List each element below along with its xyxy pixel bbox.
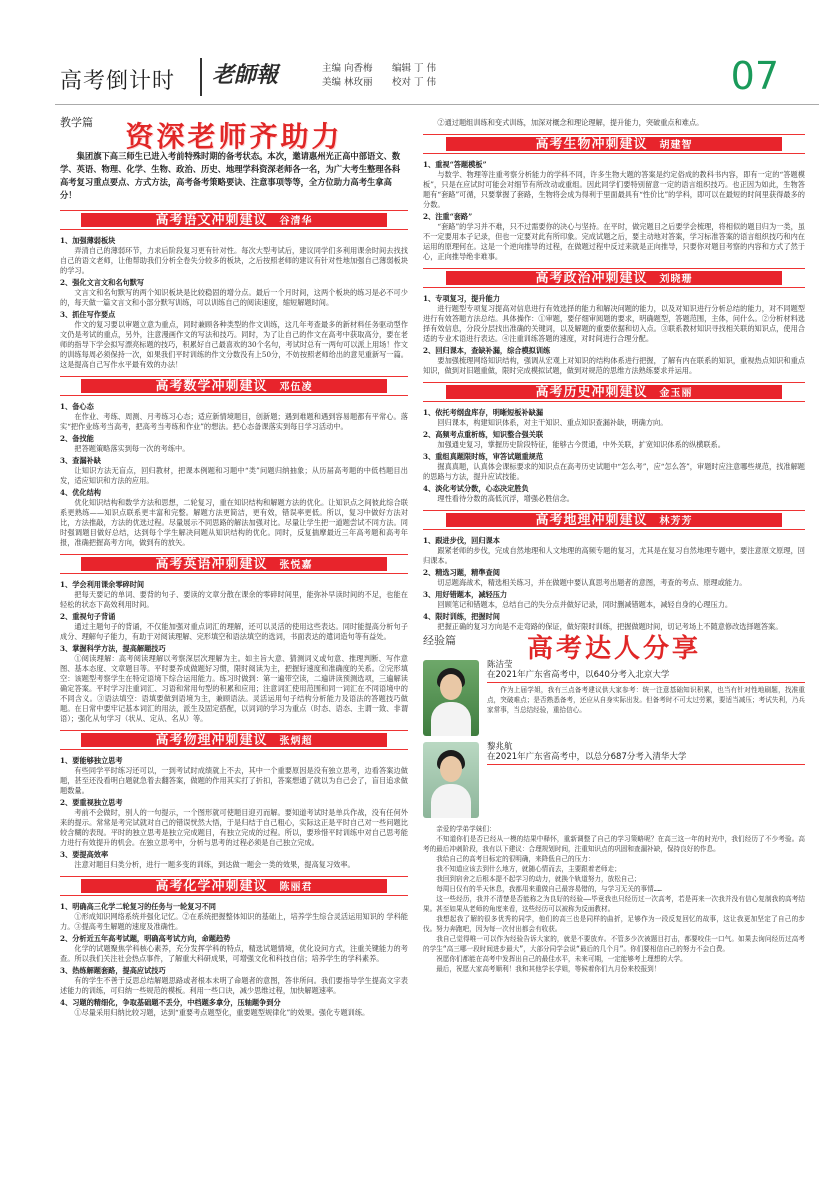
item-heading: 1、加强薄弱板块 (60, 236, 116, 245)
item-text: 作文的复习要以审题立意为重点，同时兼顾各种类型的作文训练，这几年考查最多的新材料任务驱动型作文仍是考试的重点，另外，注意漫画作文的写法和技巧。同时，为了让自己的作文在高考中获取高分，要在老师的指导下学会拟写漂亮标题的技巧，积累好自己最喜欢的30个名句，考试时总有一两句可以派上用场！作文的训练每周必须保持一次，如果我们平时训练的作文分数没有上50分，不妨按照老师给出的意见重新写一篇。这是提高自己写作水平最有效的办法！ (60, 320, 408, 369)
section-title: 高考历史冲刺建议 (535, 385, 648, 400)
section-banner (423, 510, 805, 530)
item-text: 让知识方法无盲点，回归教材，把课本例题和习题中“类”问题归纳抽象；从历届高考题的中低档题目出发，适应知识和方法的应用。 (60, 466, 408, 485)
section-title: 高考地理冲刺建议 (535, 513, 648, 528)
photo-face (440, 674, 462, 700)
person-info (487, 742, 805, 818)
item-heading: 1、明确高三化学二轮复习的任务与一轮复习不同 (60, 902, 216, 911)
section-author: 胡建智 (659, 140, 693, 151)
letter-paragraph: 每周日仅有的半天休息，我都用来重做自己最容易错的，与学习无关的事情…… (436, 885, 662, 893)
section-label-teaching: 教学篇 (60, 116, 93, 129)
experience-banner: 高考达人分享 (526, 634, 701, 664)
item-text: 考前不会做时，别人的一句提示，一个图形就可使题目迎刃而解。要知道考试时是单兵作战，没有任何外来的提示。常常是考完试就对自己的错误恍然大悟，于是归结于自己粗心，实际这正是平时自己对一些问题比较含糊的表现。平时的独立思考是独立完成题目，有独立完成的过程。所以，要珍惜平时训练中对自己思考能力进行有效提升的机会。在独立思考中，分析与思考的过程必须是自己独立完成。 (60, 808, 408, 847)
item-text: 弄清自己的薄弱环节，力求后阶段复习更有针对性。每次大型考试后，建议同学们多利用课余时间去找找自己的语文老师，让他帮助我们分析全卷失分较多的板块，之后按照老师的建议有针对性地加强自己薄弱板块的学习。 (60, 246, 408, 275)
teachers-banner: 资深老师齐助力 (125, 120, 343, 153)
section-banner-inner (81, 557, 387, 571)
person-letter (487, 685, 805, 715)
section-author: 张悦嘉 (279, 560, 313, 571)
item-text: 通过主题句子的背诵，不仅能加强对重点词汇的理解，还可以灵活的使用这些表达。同时能提高分析句子成分、理解句子能力，有助于对阅读理解、完形填空和语法填空的选词，书面表达的遣词造句等有益处。 (60, 622, 408, 641)
item-heading: 4、习题的精细化，争取基础题不丢分，中档题多拿分，压轴题争到分 (60, 998, 281, 1007)
section-banner-inner (81, 879, 387, 893)
section-banner (423, 134, 805, 154)
photo-body (431, 702, 471, 736)
section-title: 高考数学冲刺建议 (155, 379, 268, 394)
person-letter (423, 824, 805, 974)
section-banner (60, 730, 408, 750)
item-text: 有些同学平时练习还可以，一到考试时成绩就上不去，其中一个重要原因是没有独立思考，边看答案边做题，甚至还没看明白题就急着去翻答案，做题的作用其实打了折扣，答案想通了就以为自己会了，盲目追求做题数量。 (60, 766, 408, 795)
item-text: ①形成知识网络系统并强化记忆。②在系统把握整体知识的基础上，培养学生综合灵活运用知识的 学科能力。③提高考生解题的速度及准确性。 (60, 912, 408, 931)
item-heading: 2、重视句子背诵 (60, 612, 116, 621)
item-heading: 4、优化结构 (60, 488, 101, 497)
item-heading: 3、查漏补缺 (60, 456, 101, 465)
newspaper-logo: 老師報 (200, 58, 310, 96)
item-text: 文言文和名句默写的两个知识板块是比较稳固的增分点。最后一个月时间，这两个板块的练习是必不可少的，每天做一篇文言文和小部分默写训练，可以训练自己的阅读速度，缩短解题时间。 (60, 288, 408, 307)
item-heading: 2、分析近五年高考试题，明确高考试方向，命题趋势 (60, 934, 231, 943)
section-banner-inner (81, 379, 387, 393)
letter-paragraph: 我回到宿舍之后根本提不起学习的动力，就换个轨道努力，放松自己； (436, 875, 641, 883)
page-header (60, 54, 809, 102)
item-heading: 2、精选习题，精準查阅 (423, 568, 500, 577)
person-score: 在2021年广东省高考中，以640分考入北京大学 (487, 670, 805, 683)
letter-paragraph: 最后，祝愿大家高考顺利！我和其他学长学姐，等候着你们九月份来校报到！ (436, 965, 661, 973)
person-info (487, 660, 805, 736)
item-text: 把握正确的复习方向是不走弯路的保证，做好限时训练，把握做题时间，切记考场上不随意修改选择题答案。 (437, 622, 783, 631)
section-title: 高考物理冲刺建议 (155, 733, 268, 748)
letter-paragraph: 祝愿你们都能在高考中发挥出自己的最佳水平，未来可期，一定能够考上理想的大学。 (436, 955, 687, 963)
section-banner-inner (446, 271, 782, 285)
page-number: 07 (730, 54, 779, 98)
item-heading: 2、备找能 (60, 434, 94, 443)
right-column (423, 118, 805, 974)
item-heading: 2、要重视独立思考 (60, 798, 123, 807)
letter-paragraph: 我想起我了解的很多优秀的同学，他们的高三也是同样的曲折，足够作为一段反复回忆的故事，这让我更加坚定了自己的步伐。努力奔跑吧，因为每一次付出都会有收获。 (423, 915, 805, 933)
letter-paragraph: 我自己觉得唯一可以作为经验告诉大家的，就是不要放弃。不管多少次被题目打击，都要咬住一口气。如果去询问经历过高考的学生“高三哪一段时间进步最大”，大部分同学会说“最后的几个月”。你们要相信自己的努力不会白费。 (423, 935, 805, 953)
item-heading: 3、用好错题本，减轻压力 (423, 590, 508, 599)
section-banner-inner (446, 137, 782, 151)
item-heading: 4、限时训练，把握时间 (423, 612, 500, 621)
section-title: 高考化学冲刺建议 (155, 879, 268, 894)
item-heading: 1、跟进步伐，回归课本 (423, 536, 500, 545)
section-banner (423, 268, 805, 288)
item-heading: 1、专项复习，提升能力 (423, 294, 500, 303)
item-text: 有的学生不善于反思总结解题思路或者根本未明了命题者的意图，答非所问。我们要指导学生提高文字表述能力的训练，可归纳一些规范的模板。利用一些口诀，减少思维过程，加快解题速率。 (60, 976, 408, 995)
section-banner-inner (446, 385, 782, 399)
column-title: 高考倒计时 (60, 69, 176, 94)
item-text: 理性看待分数的高低沉浮，增强必胜信念。 (437, 494, 574, 503)
section-banner (423, 382, 805, 402)
item-heading: 3、抓住写作要点 (60, 310, 116, 319)
item-text: 进行题型专项复习提高对信息进行有效选择的能力和解决问题的能力，以及对知识进行分析总结的能力，对不同题型进行有效答题方法总结。具体操作：①审题，要仔细审阅题的要求，明确题型，答题范围，主体，问什么。②分析材料选择有效信息，分段分层找出准确的关键词，以及解题的重要依据和切入点。③联系教材知识寻找相关联的知识点，使用合适的专业术语进行表达。④注重训练答题的速度，对时间进行合理分配。 (423, 304, 805, 343)
section-author: 林芳芳 (659, 516, 693, 527)
item-text: 优化知识结构和数学方法和思想，二轮复习，重在知识结构和解题方法的优化。让知识点之间彼此综合联系更熟练——知识点联系更丰富和完整。解题方法更简洁，更有效，错误率更低。所以，复习中做好方法对比，方法推敲，方法的优选过程。尽量展示不同思路的解法加强对比。尽量让学生把一道题尝试不同方法。同时强调题目做好总结，达到每个学生解决问题从知识结构的优化。同时，反复揣摩最近三年高考题和高考年报，准确把握高考方向，做到有的放矢。 (60, 498, 408, 547)
person-score: 在2021年广东省高考中，以总分687分考入清华大学 (487, 752, 805, 765)
letter-paragraph: 作为上届学姐，我有三点备考建议供大家参考：统一注意基础知识积累，也当有针对性地刷题，找准重点，突破难点；是否熟悉备考，还应从自身实际出发。但备考时不可太过劳累，要适当减压；考试失利，乃兵家常事，当总结经验，重拾信心。 (487, 686, 805, 714)
left-column (60, 118, 408, 1018)
right-sections (423, 134, 805, 632)
staff-credits (322, 62, 462, 90)
item-text: 化学的试题聚焦学科核心素养，充分发挥学科的特点，精选试题情境，优化设问方式，注重关键能力的考查。所以我们关注社会热点事件，了解重大科研成果，可增强文化和科技自信；培养学生的学科素养。 (60, 944, 408, 963)
item-heading: 1、依托考纲盘库存，明晰短板补缺漏 (423, 408, 544, 417)
item-heading: 1、重视“答题模板” (423, 160, 487, 169)
section-banner (60, 376, 408, 396)
item-text: 注意对题目归类分析，进行一题多变的训练，到达做一题会一类的效果，提高复习效率。 (74, 860, 355, 869)
item-heading: 2、强化文言文和名句默写 (60, 278, 145, 287)
item-text: 把每天要记的单词、要背的句子、要读的文章分散在课余的零碎时间里，能弥补早读时间的不足，也能在轻松的状态下高效利用时间。 (60, 590, 408, 609)
continued-text: ②通过题组训练和变式训练，加深对概念和理论理解，提升能力，突破重点和难点。 (437, 118, 704, 127)
person-photo (423, 742, 479, 818)
person-photo (423, 660, 479, 736)
letter-paragraph: 亲爱的学弟学妹们： (436, 825, 496, 833)
item-heading: 3、掌握科学方法，提高解题技巧 (60, 644, 166, 653)
item-text: 回顾笔记和错题本，总结自己的失分点并做好记录，同时删减错题本，减轻自身的心理压力。 (437, 600, 733, 609)
section-author: 刘晓珊 (659, 274, 693, 285)
art-editor: 美编 林玫丽 (322, 77, 373, 88)
letter-paragraph: 不知道你们是否已经从一模的结果中释怀，重新调整了自己的学习策略呢？在高三这一年的时光中，我们经历了不少考验。高考的最后冲刺阶段，我有以下建议：合理规划时间，注重知识点的巩固和查漏补缺，保持良好的作息。 (423, 835, 805, 853)
item-heading: 4、淡化考试分数，心态决定胜负 (423, 484, 529, 493)
item-text: “套路”的学习并不难，只不过需要你的决心与坚持。在平时，做完题目之后要学会梳理，将相似的题目归为一类，虽不一定要用本子记录，但也一定要对此有所印象。完成试题之后，要主动地对答案，学习标准答案的语言组织技巧和内在运用的原理何在。这是一个逆向推导的过程，在做题过程中反过来就是正向推导，只要你对题目考察的内容和方式了然于心，正向推导绝非难事。 (423, 222, 805, 261)
header-divider (55, 104, 819, 105)
item-heading: 1、学会利用课余零碎时间 (60, 580, 145, 589)
item-text: 把答题策略落实到每一次的考练中。 (74, 444, 190, 453)
section-author: 谷清华 (279, 216, 313, 227)
person-card (423, 742, 805, 818)
item-heading: 3、要提高效率 (60, 850, 109, 859)
item-text: ①尽量采用归纳比较习题，达到“重要考点题型化，重要题型规律化”的效果。强化专题训练。 (74, 1008, 370, 1017)
item-heading: 1、要能够独立思考 (60, 756, 123, 765)
photo-face (440, 756, 462, 782)
section-author: 张炳超 (279, 736, 313, 747)
item-text: 切忌题海战术，精选相关练习，并在做题中要认真思考出题者的意图，考查的考点、原理或能力。 (437, 578, 747, 587)
section-banner-inner (81, 733, 387, 747)
section-author: 陈丽君 (279, 882, 313, 893)
item-heading: 2、回归课本，查缺补漏，综合模拟训练 (423, 346, 551, 355)
section-label-experience: 经验篇 (423, 634, 456, 647)
item-text: 加强通史复习，掌握历史阶段特征，能够古今贯通，中外关联，扩宽知识体系的纵横联系。 (437, 440, 725, 449)
item-text: 与数学、物理等注重考察分析能力的学科不同，许多生物大题的答案是约定俗成的教科书内容，即有一定的“答题模板”，只是在应试时可能会对细节有所改动或重组。因此同学们要特别留意一定的语言组织技巧。也正因为如此，生物答题有“套路”可循，只要掌握了套路，生物将会成为得利于里面最具有“性价比”的学科，即可以在最短的时间里获得最多的分数。 (423, 170, 805, 209)
section-title: 高考生物冲刺建议 (535, 137, 648, 152)
left-sections (60, 210, 408, 1018)
item-heading: 1、备心态 (60, 402, 94, 411)
letter-paragraph: 我给自己的高考目标定的很明确，来降低自己的压力： (436, 855, 595, 863)
item-heading: 3、重组真题限时练，审答试题重规范 (423, 452, 544, 461)
section-title: 高考语文冲刺建议 (155, 213, 268, 228)
item-text: 回归课本，构建知识体系，对主干知识、重点知识查漏补缺，明确方向。 (437, 418, 668, 427)
section-banner (60, 876, 408, 896)
letter-paragraph: 这一些经历，我并不清楚是否能称之为良好的经验——毕竟我也只经历过一次高考，若是再来一次我并没有信心复制我的高考结果。甚至如果从老师的角度来看，这些经历可以被称为反面教材。 (423, 895, 805, 913)
editor: 编辑 丁 伟 (392, 63, 437, 74)
item-heading: 2、注重“套路” (423, 212, 473, 221)
people-list (423, 660, 805, 974)
section-banner-inner (446, 513, 782, 527)
section-author: 金玉丽 (659, 388, 693, 399)
letter-paragraph: 我不知道应该去到什么地方，就随心情而去，主要跟着老师走； (436, 865, 621, 873)
section-title: 高考政治冲刺建议 (535, 271, 648, 286)
proofreader: 校对 丁 伟 (392, 77, 437, 88)
item-text: ①阅读理解：高考阅读理解以考察深层次理解为主。如主旨大意、猜测词义或句意、推理判断、写作意图、基本态度、文章题目等。平时要养成做题好习惯，限时阅读为主，把握好速度和准确度的关系。②完形填空：该题型考察学生在特定语境下综合运用能力。练习时做到：第一遍带空读，二遍讲读预测选项，三遍解读确定答案。平时学习注重词汇、习语和常用句型的积累和应用；注意词汇使用范围和同一词汇在不同语境中的不同含义。③语法填空：语填要做到语境为主，兼顾语法。灵活运用句子结构分析能力及语法的答题技巧做题。在日常中要牢记基本词汇的用法，派生及固定搭配，以词词的学习为重点（时态、语态、主谓一致、非谓语）；强化从句学习（状从、定从、名从）等。 (60, 654, 408, 723)
section-title: 高考英语冲刺建议 (155, 557, 268, 572)
section-author: 邓伍凌 (279, 382, 313, 393)
section-banner (60, 210, 408, 230)
item-text: 在作业、考练、周测、月考练习心态；适应新情境题目，创新题；遇到难题和遇到容易题都有平常心。落实“把作业练考当高考，把高考当考练和作业”的想法。把心态备课落实到每日学习活动中。 (60, 412, 408, 431)
item-heading: 3、热练解题套路，提高应试技巧 (60, 966, 166, 975)
item-heading: 2、高频考点重析练，知识整合强关联 (423, 430, 544, 439)
chief-editor: 主编 向香梅 (322, 63, 373, 74)
intro-paragraph: 集团旗下高三师生已进入考前特殊时期的备考状态。本次，邀请惠州光正高中部语文、数学、英语、物理、化学、生物、政治、历史、地理学科资深老师各一名，为广大考生整理各科高考复习重点要点、方式方法，高考备考策略要诀、注意事项等等，全方位助力高考生拿高分！ (60, 151, 401, 200)
item-text: 跟紧老师的步伐，完成自然地理和人文地理的高频专题的复习，尤其是在复习自然地理专题中，要注意原文原理，回归课本。 (423, 546, 805, 565)
item-text: 要加强梳理网络知识结构，强调从宏观上对知识的结构体系进行把握，了解有内在联系的知识，重视热点知识和重点知识，做到对旧题重做，限时完成模拟试题，做到对规范的思维方法熟练要求并运用。 (423, 356, 805, 375)
person-name: 黎兆航 (487, 742, 513, 752)
person-name: 陈洁莹 (487, 660, 513, 670)
item-text: 掘真真题，认真体会课标要求的知识点在高考历史试题中“怎么考”，应“怎么答”，审题时应注意哪些规范，找准解题的思路与方法，提升应试技能。 (423, 462, 805, 481)
section-banner-inner (81, 213, 387, 227)
person-card (423, 660, 805, 736)
photo-body (431, 784, 471, 818)
section-banner (60, 554, 408, 574)
